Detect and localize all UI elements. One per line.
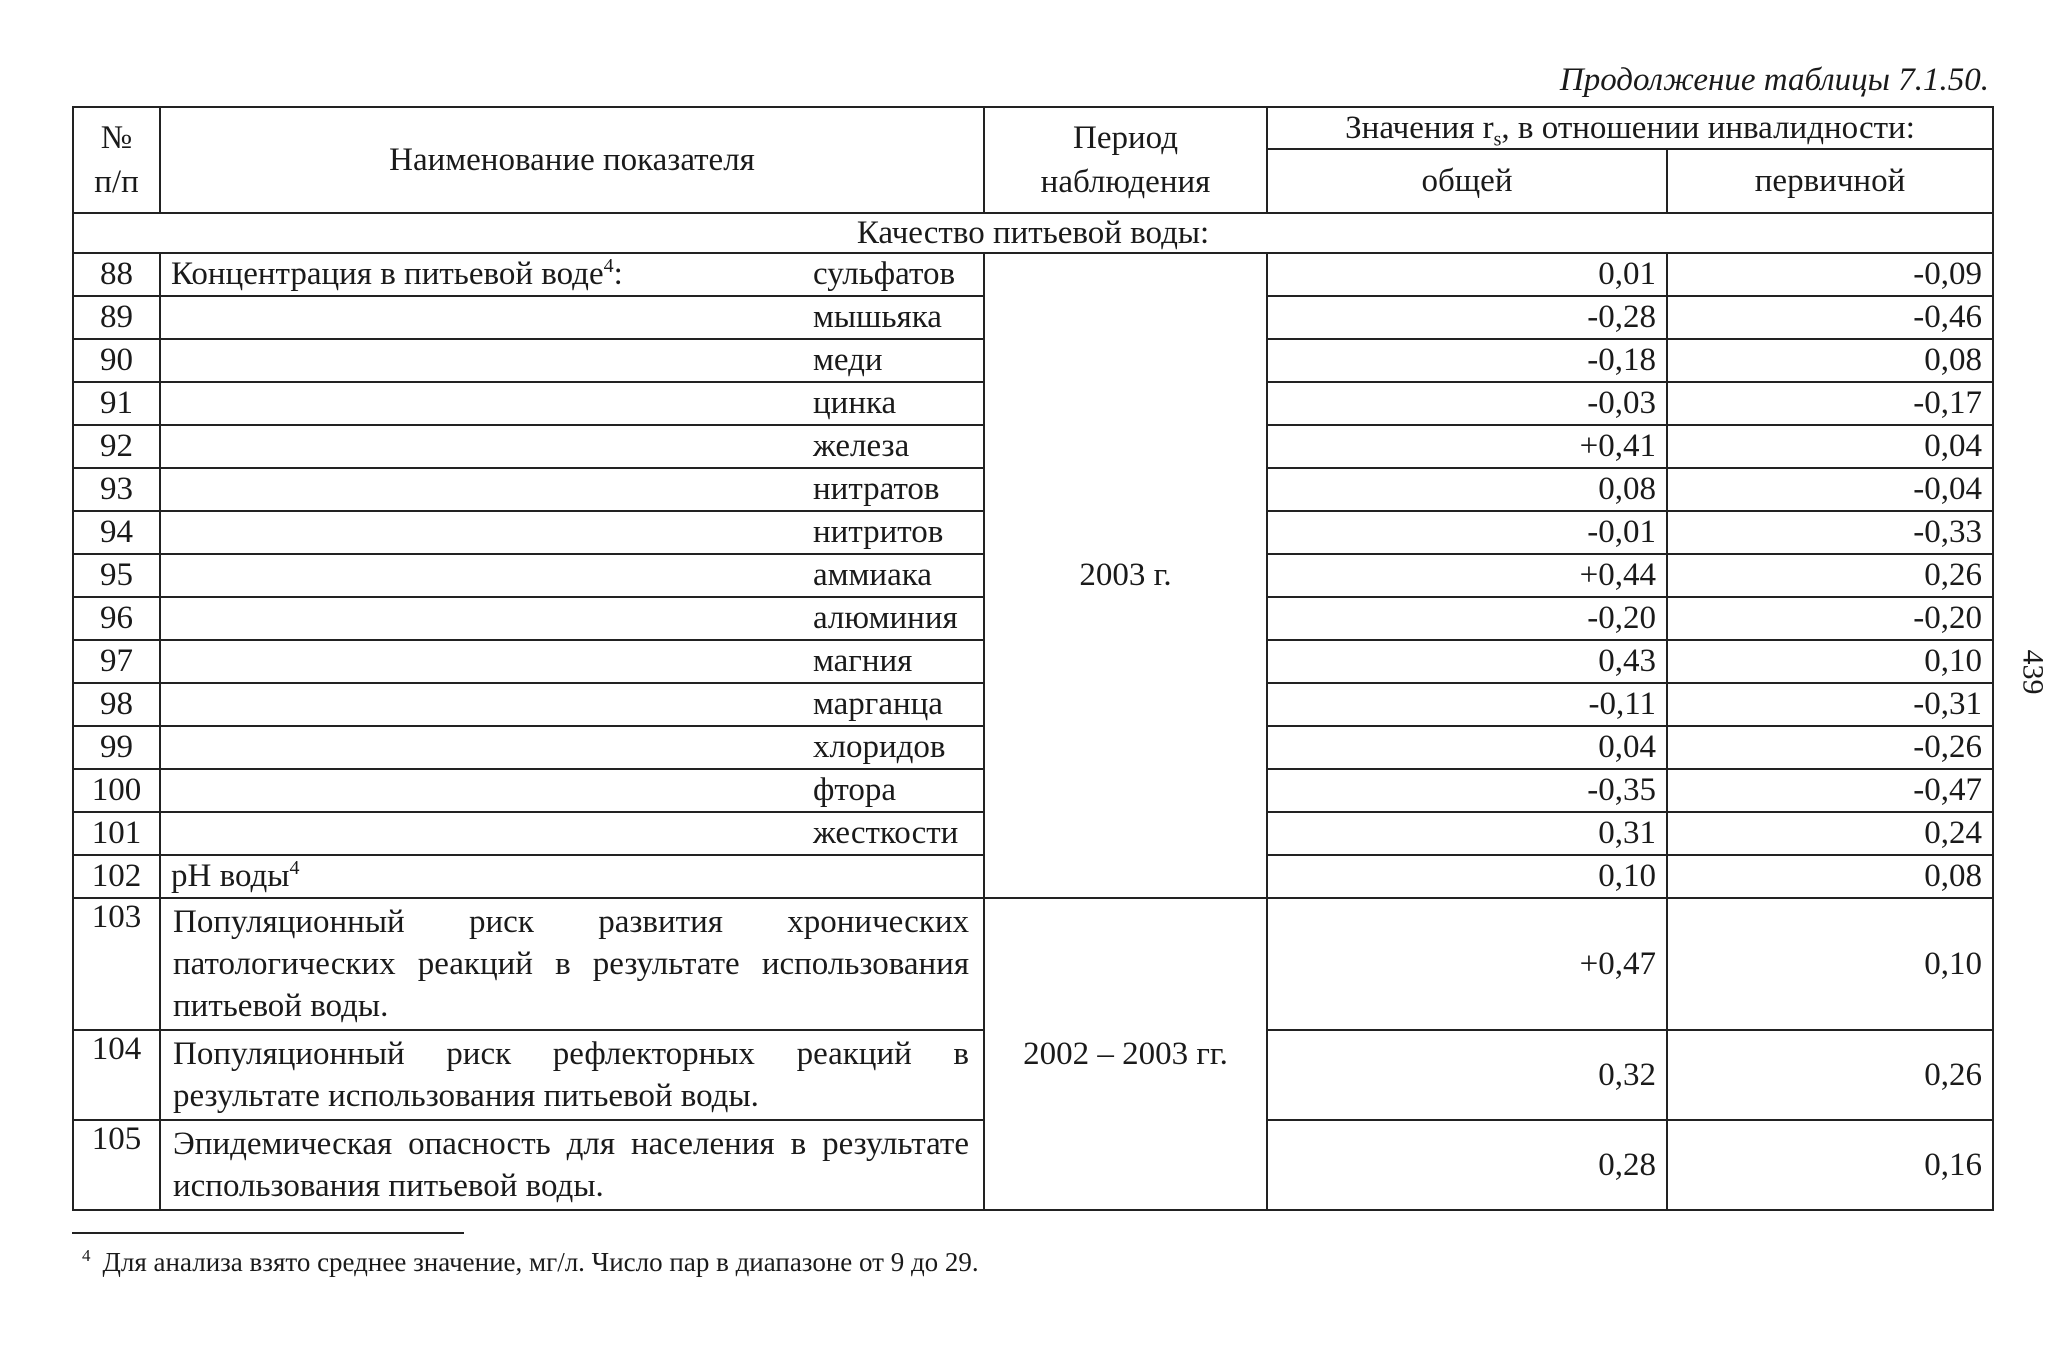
period-cell: 2003 г. [984, 253, 1267, 898]
row-general: +0,41 [1267, 425, 1667, 468]
row-general: -0,28 [1267, 296, 1667, 339]
row-general: -0,18 [1267, 339, 1667, 382]
row-label: pH воды [171, 858, 290, 894]
row-primary: 0,10 [1667, 898, 1993, 1030]
row-num: 94 [73, 511, 160, 554]
row-name [160, 339, 984, 382]
row-num: 96 [73, 597, 160, 640]
period-cell: 2002 – 2003 гг. [984, 898, 1267, 1210]
row-name [160, 382, 984, 425]
row-primary: 0,16 [1667, 1120, 1993, 1210]
row-general: 0,28 [1267, 1120, 1667, 1210]
header-general: общей [1267, 149, 1667, 213]
row-num: 104 [73, 1030, 160, 1120]
header-values-suffix: , в отношении инвалидности: [1501, 110, 1915, 146]
row-general: +0,47 [1267, 898, 1667, 1030]
row-num: 90 [73, 339, 160, 382]
row-name [160, 812, 984, 855]
row-name [160, 597, 984, 640]
row-substance: жесткости [813, 815, 959, 851]
row-num: 100 [73, 769, 160, 812]
table-row [73, 898, 1993, 1030]
header-values [1267, 107, 1993, 149]
row-general: +0,44 [1267, 554, 1667, 597]
row-primary: -0,33 [1667, 511, 1993, 554]
row-name [160, 640, 984, 683]
row-num: 91 [73, 382, 160, 425]
row-label: Популяционный риск развития хронических патологических реакций в результате использования питьевой воды. [160, 898, 984, 1030]
row-num: 88 [73, 253, 160, 296]
row-name [160, 511, 984, 554]
row-substance: хлоридов [813, 729, 946, 765]
row-general: 0,01 [1267, 253, 1667, 296]
row-primary: -0,47 [1667, 769, 1993, 812]
row-substance: сульфатов [813, 256, 956, 292]
row-general: 0,31 [1267, 812, 1667, 855]
footnote-marker: 4 [82, 1246, 91, 1265]
row-num: 95 [73, 554, 160, 597]
row-general: 0,08 [1267, 468, 1667, 511]
row-substance: меди [813, 342, 883, 378]
row-general: -0,20 [1267, 597, 1667, 640]
row-primary: -0,26 [1667, 726, 1993, 769]
row-general: 0,04 [1267, 726, 1667, 769]
row-num: 101 [73, 812, 160, 855]
row-primary: 0,08 [1667, 855, 1993, 898]
row-substance: мышьяка [813, 299, 942, 335]
row-substance: цинка [813, 385, 897, 421]
row-name: Концентрация в питьевой воде$^4$: сульфатов [160, 253, 984, 296]
row-primary: 0,24 [1667, 812, 1993, 855]
row-primary: 0,26 [1667, 554, 1993, 597]
row-substance: аммиака [813, 557, 932, 593]
row-name [160, 425, 984, 468]
row-general: 0,43 [1267, 640, 1667, 683]
footnote-ref: 4 [603, 255, 614, 277]
section-title: Качество питьевой воды: [73, 213, 1993, 253]
row-name [160, 554, 984, 597]
row-primary: -0,04 [1667, 468, 1993, 511]
data-table [72, 106, 1994, 1211]
table-caption: Продолжение таблицы 7.1.50. [1559, 62, 1989, 98]
row-primary: -0,31 [1667, 683, 1993, 726]
header-primary: первичной [1667, 149, 1993, 213]
concentration-label: Концентрация в питьевой воде [171, 256, 604, 292]
row-primary: 0,10 [1667, 640, 1993, 683]
row-substance: нитратов [813, 471, 940, 507]
row-name [160, 683, 984, 726]
row-num: 99 [73, 726, 160, 769]
footnote-text: Для анализа взято среднее значение, мг/л. Число пар в диапазоне от 9 до 29. [102, 1247, 979, 1277]
row-label: Популяционный риск рефлекторных реакций в результате использования питьевой воды. [160, 1030, 984, 1120]
row-label: Эпидемическая опасность для населения в результате использования питьевой воды. [160, 1120, 984, 1210]
row-substance: алюминия [813, 600, 958, 636]
row-name [160, 855, 984, 898]
header-values-subscript: s [1493, 128, 1502, 151]
row-general: -0,11 [1267, 683, 1667, 726]
row-num: 89 [73, 296, 160, 339]
footnote-divider [72, 1232, 464, 1234]
row-num: 92 [73, 425, 160, 468]
row-num: 102 [73, 855, 160, 898]
row-num: 93 [73, 468, 160, 511]
page-number: 439 [2016, 649, 2050, 695]
row-name [160, 296, 984, 339]
row-primary: 0,08 [1667, 339, 1993, 382]
row-num: 97 [73, 640, 160, 683]
row-substance: нитритов [813, 514, 944, 550]
row-substance: магния [813, 643, 913, 679]
row-substance: фтора [813, 772, 897, 808]
row-name [160, 769, 984, 812]
row-substance: марганца [813, 686, 943, 722]
row-primary: -0,46 [1667, 296, 1993, 339]
row-name [160, 726, 984, 769]
table-row [73, 253, 1993, 296]
row-general: -0,01 [1267, 511, 1667, 554]
row-primary: -0,20 [1667, 597, 1993, 640]
row-general: 0,32 [1267, 1030, 1667, 1120]
row-primary: -0,17 [1667, 382, 1993, 425]
row-num: 103 [73, 898, 160, 1030]
header-values-prefix: Значения r [1345, 110, 1494, 146]
row-num: 105 [73, 1120, 160, 1210]
row-general: -0,03 [1267, 382, 1667, 425]
header-period: Период наблюдения [984, 107, 1267, 213]
row-primary: 0,26 [1667, 1030, 1993, 1120]
row-general: 0,10 [1267, 855, 1667, 898]
row-name [160, 468, 984, 511]
header-num: № п/п [73, 107, 160, 213]
row-general: -0,35 [1267, 769, 1667, 812]
row-substance: железа [813, 428, 910, 464]
row-primary: -0,09 [1667, 253, 1993, 296]
row-primary: 0,04 [1667, 425, 1993, 468]
footnote-ref: 4 [289, 857, 300, 879]
footnote [82, 1246, 979, 1278]
header-name: Наименование показателя [160, 107, 984, 213]
row-num: 98 [73, 683, 160, 726]
